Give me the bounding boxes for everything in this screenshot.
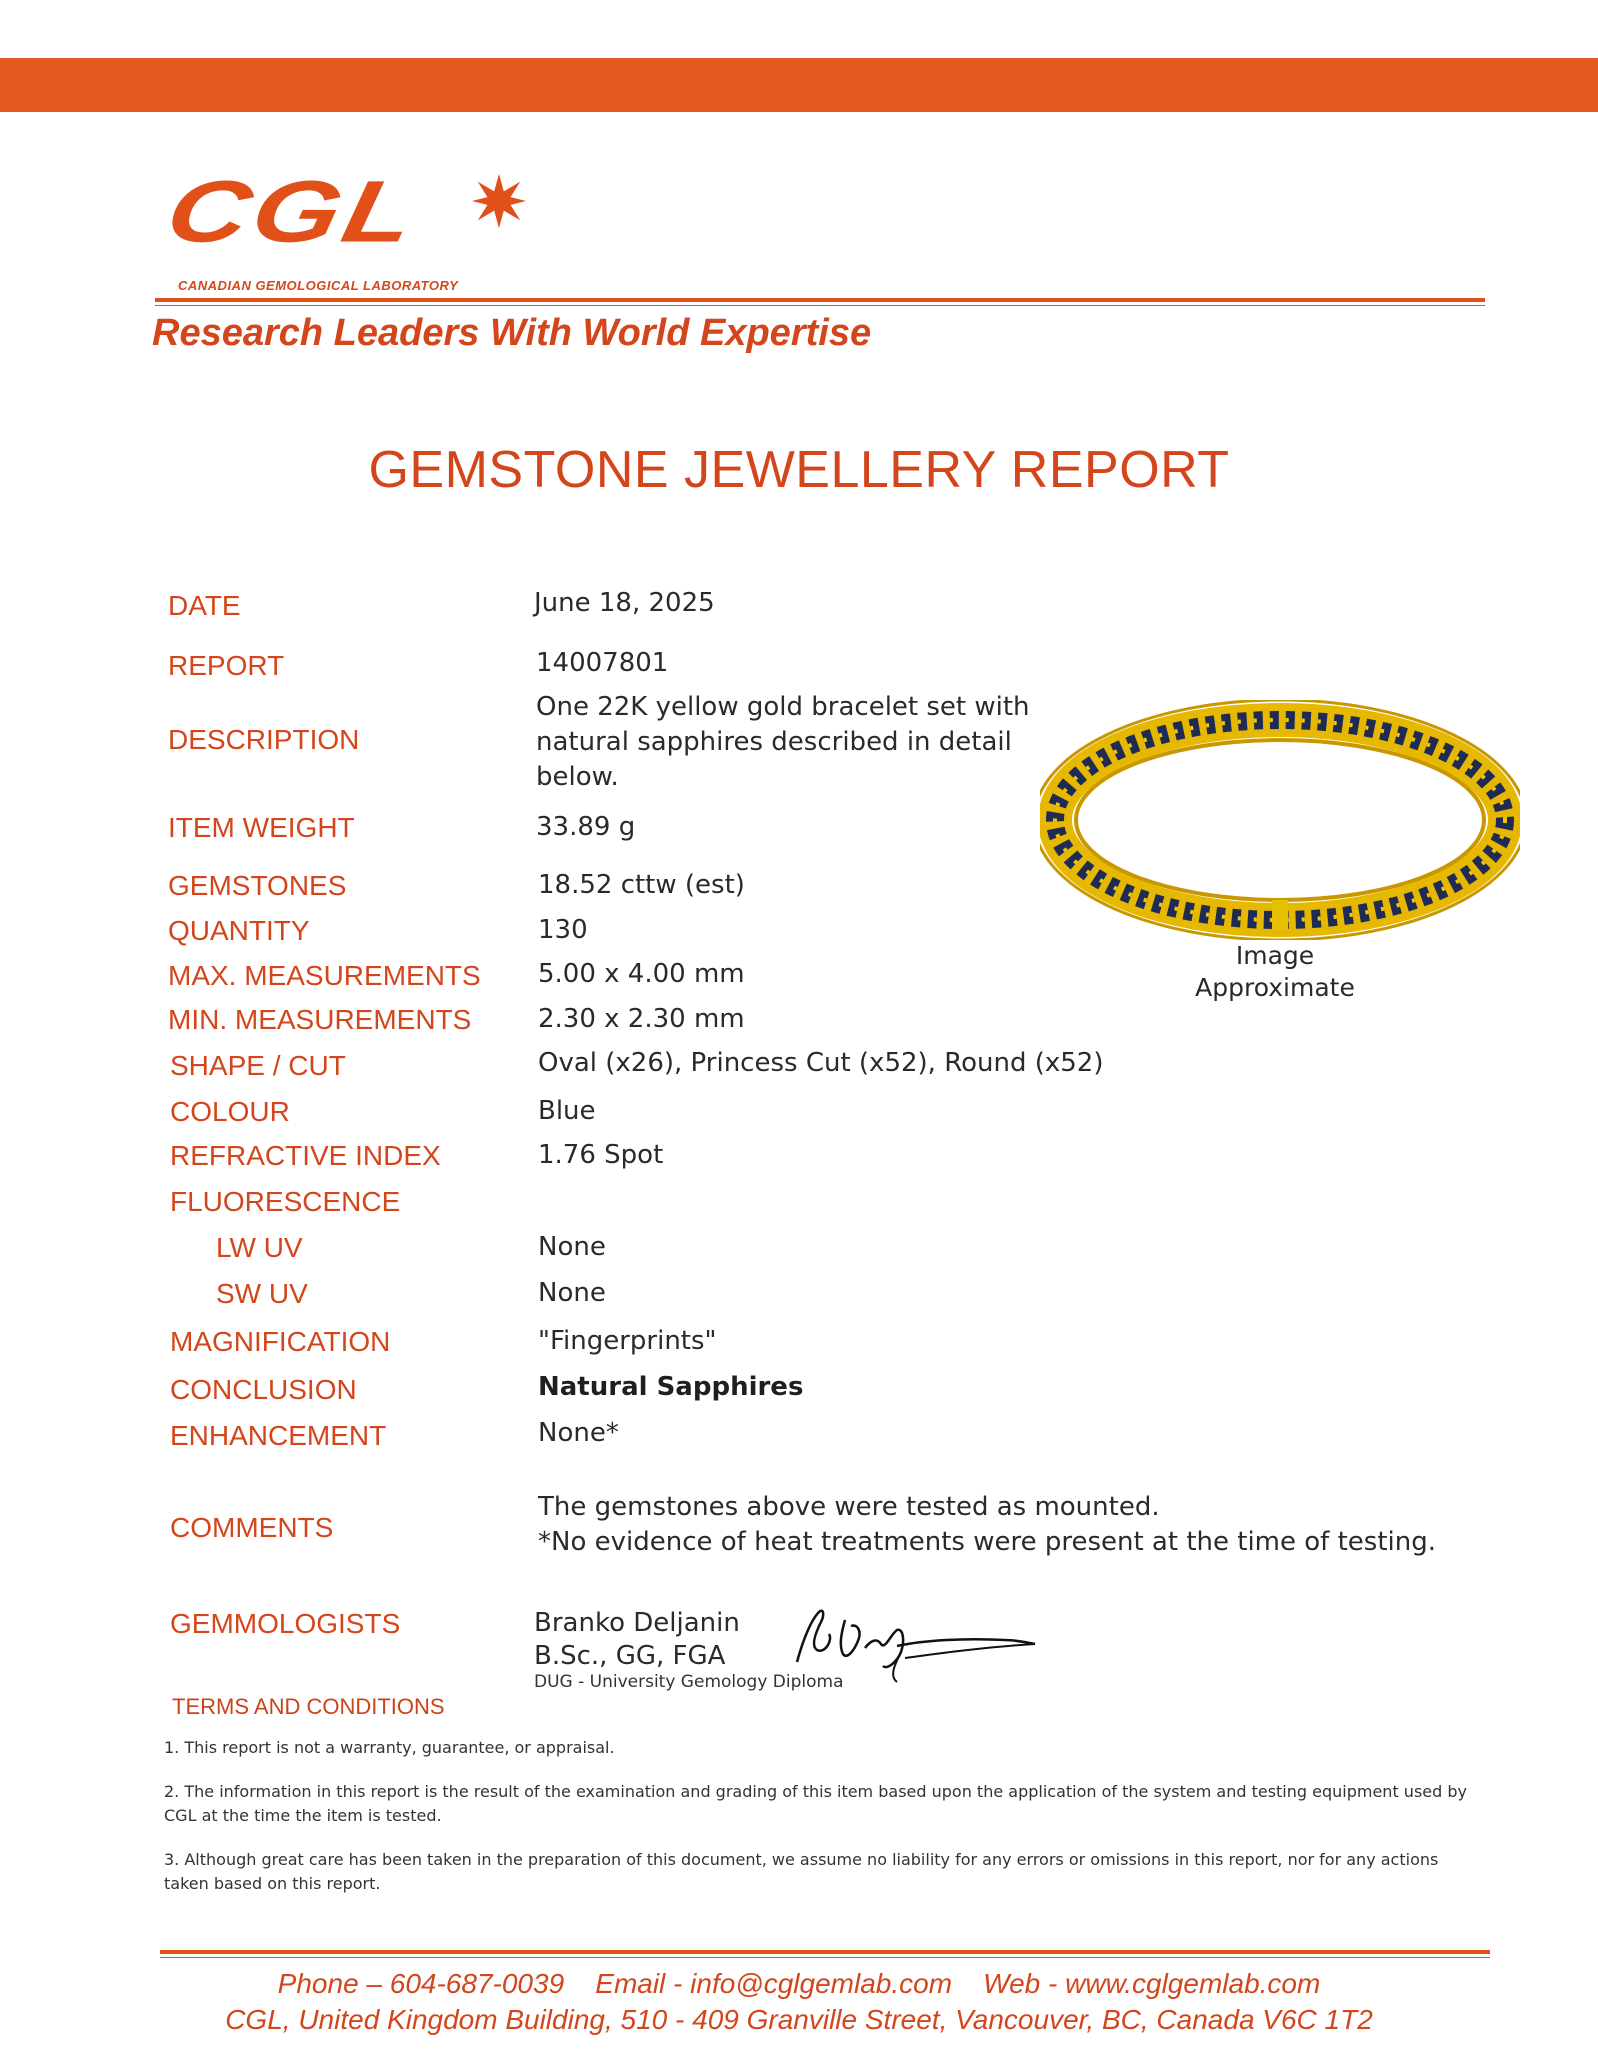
label-fluorescence: FLUORESCENCE [170,1186,401,1217]
maple-leaf-icon [470,172,528,230]
header-rule [155,298,1485,302]
value-quantity: 130 [538,915,588,945]
value-enhancement: None* [538,1418,619,1448]
label-description: DESCRIPTION [168,724,360,755]
value-lw-uv: None [538,1232,606,1262]
footer-contacts [0,1968,1598,2000]
label-lw-uv: LW UV [216,1232,303,1263]
term-item: 1. This report is not a warranty, guarantee, or appraisal. [164,1738,615,1757]
value-refractive-index: 1.76 Spot [538,1140,664,1170]
value-sw-uv: None [538,1278,606,1308]
label-gemstones: GEMSTONES [168,870,347,901]
image-caption-line-2: Approximate [1195,973,1355,1002]
label-gemmologists: GEMMOLOGISTS [170,1608,401,1639]
label-date: DATE [168,590,241,621]
footer-email: Email - info@cglgemlab.com [595,1968,953,1999]
value-shape-cut: Oval (x26), Princess Cut (x52), Round (x52) [538,1048,1104,1078]
label-enhancement: ENHANCEMENT [170,1420,387,1451]
header-rule-thin [155,305,1485,306]
value-max-measurements: 5.00 x 4.00 mm [538,959,745,989]
report-title: GEMSTONE JEWELLERY REPORT [368,441,1230,499]
label-colour: COLOUR [170,1096,290,1127]
value-conclusion: Natural Sapphires [538,1372,804,1402]
tagline: Research Leaders With World Expertise [152,312,872,354]
value-date: June 18, 2025 [534,588,715,618]
gemmologist-name: Branko Deljanin [534,1608,740,1638]
label-conclusion: CONCLUSION [170,1374,357,1405]
footer-phone: Phone – 604-687-0039 [277,1968,565,1999]
label-magnification: MAGNIFICATION [170,1326,391,1357]
label-sw-uv: SW UV [216,1278,308,1309]
terms-heading: TERMS AND CONDITIONS [172,1694,445,1719]
term-item: 3. Although great care has been taken in the preparation of this document, we assume no liability for any errors or omissions in this report, nor for any actions taken based on this report. [164,1850,1439,1893]
term-item: 2. The information in this report is the result of the examination and grading of this item based upon the application of the system and testing equipment used by CGL at the time the item is tested. [164,1782,1467,1825]
lab-name: CANADIAN GEMOLOGICAL LABORATORY [178,278,459,293]
label-shape-cut: SHAPE / CUT [170,1050,346,1081]
signature [785,1600,1045,1690]
label-report: REPORT [168,650,285,681]
footer-web: Web - www.cglgemlab.com [983,1968,1321,1999]
value-comments [538,1490,1436,1560]
gemmologist-credentials: B.Sc., GG, FGA [534,1641,726,1671]
label-comments: COMMENTS [170,1512,334,1543]
label-refractive-index: REFRACTIVE INDEX [170,1140,441,1171]
label-min-measurements: MIN. MEASUREMENTS [168,1004,472,1035]
value-min-measurements: 2.30 x 2.30 mm [538,1004,745,1034]
comments-line-1: The gemstones above were tested as mounted. [538,1492,1160,1522]
footer-address: CGL, United Kingdom Building, 510 - 409 Granville Street, Vancouver, BC, Canada V6C 1T2 [225,2004,1373,2035]
label-item-weight: ITEM WEIGHT [168,812,355,843]
value-colour: Blue [538,1096,596,1126]
image-caption-line-1: Image [1235,941,1315,970]
value-item-weight: 33.89 g [536,812,636,842]
value-description: One 22K yellow gold bracelet set with natural sapphires described in detail below. [536,692,1030,792]
gemmologist-diploma: DUG - University Gemology Diploma [534,1672,844,1692]
value-report: 14007801 [536,648,669,678]
footer-rule-thin [160,1957,1490,1958]
image-caption [1150,940,1400,1004]
logo-letters: CGL [158,162,428,261]
value-gemstones: 18.52 cttw (est) [538,870,745,900]
label-max-measurements: MAX. MEASUREMENTS [168,960,481,991]
value-magnification: "Fingerprints" [538,1326,717,1356]
footer-rule [160,1950,1490,1954]
bracelet-image [1040,700,1520,940]
comments-line-2: *No evidence of heat treatments were present at the time of testing. [538,1527,1436,1557]
top-orange-band [0,58,1598,112]
label-quantity: QUANTITY [168,915,310,946]
